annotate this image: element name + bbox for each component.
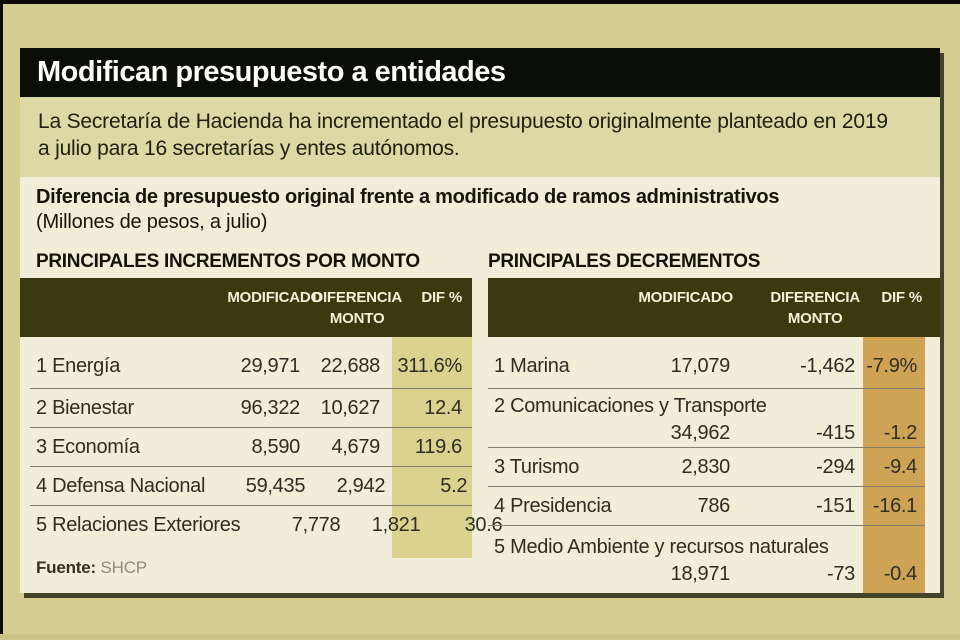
image-top-border	[0, 0, 960, 4]
note-units: (Millones de pesos, a julio)	[36, 211, 268, 233]
section-title-incrementos: PRINCIPALES INCREMENTOS POR MONTO	[36, 251, 420, 272]
row-label: 2 Bienestar	[36, 397, 134, 419]
row-value: 12.4	[424, 397, 462, 419]
row-label: 2 Comunicaciones y Transporte	[494, 395, 767, 417]
table-row	[30, 506, 503, 544]
row-label: 4 Defensa Nacional	[36, 475, 206, 497]
row-value: 7,778	[291, 514, 341, 536]
row-value: 8,590	[251, 436, 300, 458]
source-value: SHCP	[100, 558, 147, 577]
row-value: 786	[697, 495, 730, 517]
table-row	[30, 337, 472, 389]
table-body-decrementos	[488, 337, 925, 588]
row-value: 34,962	[670, 422, 730, 444]
row-value: 29,971	[240, 355, 300, 377]
table-row	[30, 467, 472, 506]
column-header-dif-pct: DIF %	[881, 289, 922, 306]
row-value: -151	[816, 495, 855, 517]
column-header-monto: MONTO	[787, 310, 843, 327]
image-bottom-border	[0, 634, 960, 640]
table-row	[30, 428, 472, 467]
row-value: 96,322	[240, 397, 300, 419]
table-row	[488, 337, 925, 389]
column-header-diferencia-monto	[770, 287, 860, 329]
column-header-diferencia: DIFERENCIA	[312, 289, 402, 306]
intro-line-1: La Secretaría de Hacienda ha incrementado el presupuesto originalmente planteado en 2019	[38, 110, 888, 133]
row-label: 1 Energía	[36, 355, 121, 377]
table-row	[488, 389, 925, 448]
row-label: 4 Presidencia	[494, 495, 612, 517]
note-title: Diferencia de presupuesto original frente a modificado de ramos administrativos	[36, 186, 780, 208]
row-value: -1.2	[883, 422, 917, 444]
infographic-panel	[20, 48, 940, 593]
row-value: 59,435	[245, 475, 306, 497]
row-value: 5.2	[440, 475, 468, 497]
row-value: 22,688	[320, 355, 380, 377]
row-value: -7.9%	[866, 355, 917, 377]
column-header-modificado: MODIFICADO	[227, 289, 322, 306]
row-value: 30.6	[464, 514, 503, 536]
table-row	[488, 487, 925, 526]
row-value: 311.6%	[397, 355, 462, 377]
row-value: -16.1	[872, 495, 917, 517]
chart-note	[36, 185, 779, 235]
intro-line-2: a julio para 16 secretarías y entes autónomos.	[38, 137, 460, 160]
row-value: -1,462	[800, 355, 855, 377]
table-body-incrementos	[20, 337, 503, 544]
column-header-dif-pct: DIF %	[421, 289, 462, 306]
row-label: 3 Turismo	[494, 456, 580, 478]
source-line	[36, 558, 147, 578]
column-header-modificado: MODIFICADO	[638, 289, 733, 306]
row-label: 3 Economía	[36, 436, 140, 458]
table-header-decrementos	[488, 278, 940, 337]
row-value: -73	[826, 563, 855, 585]
row-value: 1,821	[371, 514, 421, 536]
row-label: 5 Medio Ambiente y recursos naturales	[494, 536, 829, 558]
row-value: -0.4	[883, 563, 917, 585]
row-label: 5 Relaciones Exteriores	[36, 514, 241, 536]
image-left-border	[0, 0, 3, 640]
page-title: Modifican presupuesto a entidades	[37, 56, 506, 88]
table-header-incrementos	[20, 278, 472, 337]
row-value: 17,079	[670, 355, 730, 377]
row-value: 2,830	[681, 456, 730, 478]
table-row	[30, 389, 472, 428]
column-header-monto: MONTO	[329, 310, 385, 327]
table-row	[488, 448, 925, 487]
row-value: 4,679	[331, 436, 380, 458]
column-header-diferencia: DIFERENCIA	[770, 289, 860, 306]
row-value: 2,942	[336, 475, 386, 497]
row-value: -9.4	[883, 456, 917, 478]
section-title-decrementos: PRINCIPALES DECREMENTOS	[488, 251, 761, 272]
row-label: 1 Marina	[494, 355, 570, 377]
row-value: -294	[816, 456, 855, 478]
row-value: 18,971	[670, 563, 730, 585]
row-value: 119.6	[414, 436, 462, 458]
source-label: Fuente:	[36, 558, 96, 577]
title-bar	[20, 48, 940, 97]
row-value: -415	[816, 422, 855, 444]
row-value: 10,627	[320, 397, 380, 419]
column-header-diferencia-monto	[312, 287, 402, 329]
intro-band	[20, 97, 940, 177]
table-row	[488, 526, 925, 588]
